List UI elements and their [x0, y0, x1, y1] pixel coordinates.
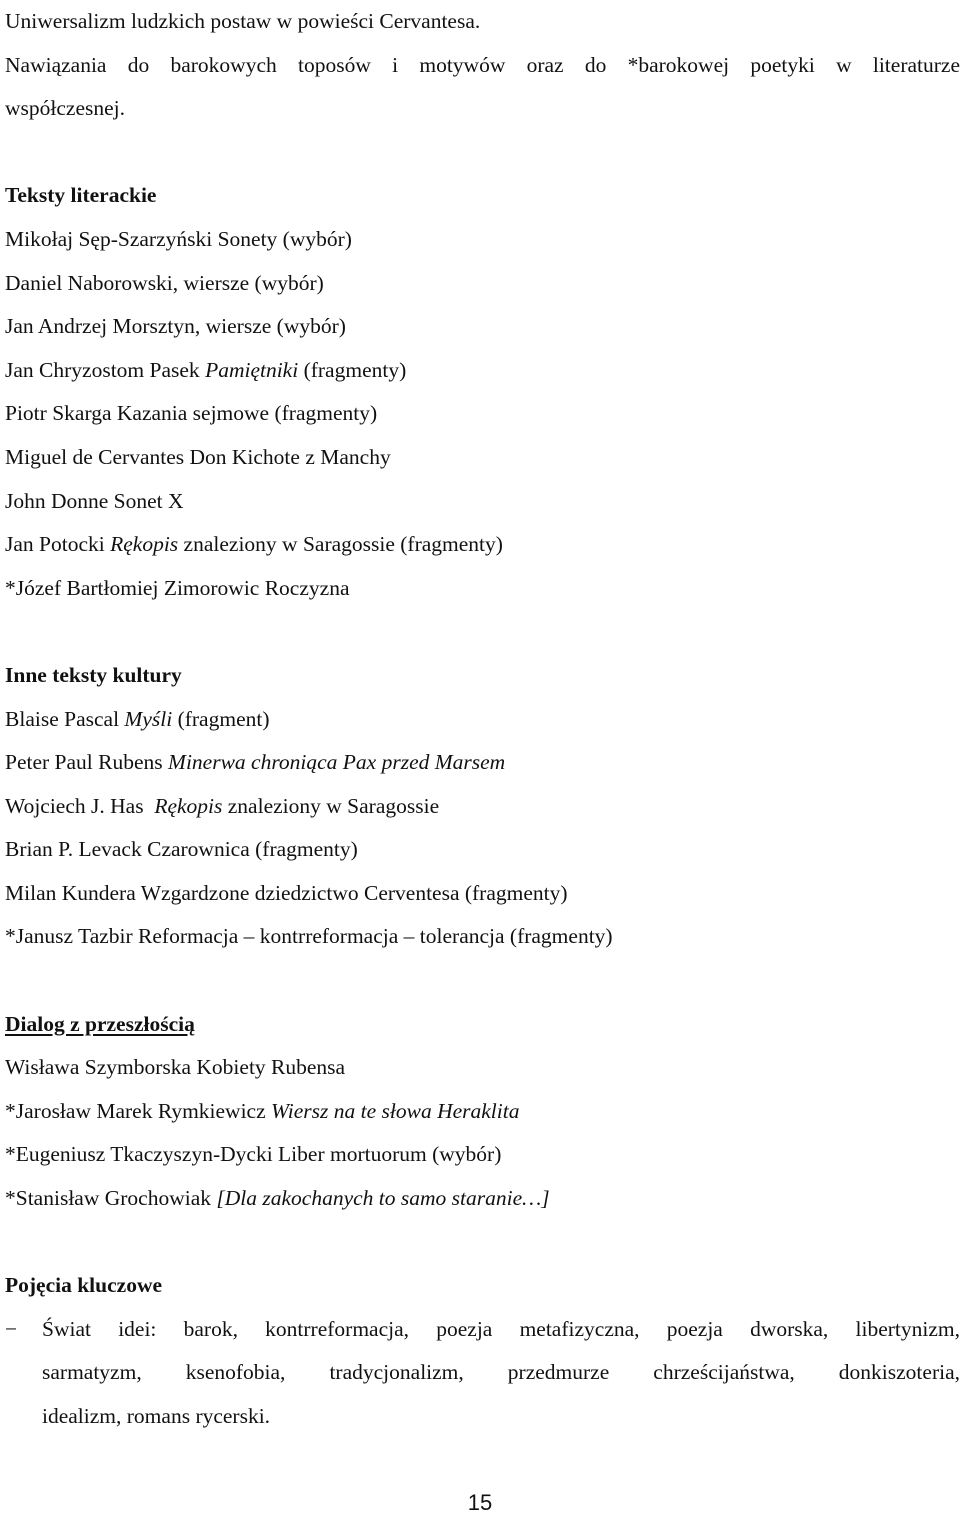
- intro-line-2: Nawiązania do barokowych toposów i motywów oraz do *barokowej poetyki w literaturze: [5, 52, 960, 77]
- item-text: Milan Kundera Wzgardzone dziedzictwo Cerventesa (fragmenty): [5, 880, 568, 905]
- item-text: Brian P. Levack Czarownica (fragmenty): [5, 837, 358, 862]
- list-item: [5, 1177, 960, 1221]
- item-text: Daniel Naborowski, wiersze (wybór): [5, 270, 324, 295]
- list-item: [5, 1090, 960, 1134]
- item-text: *Janusz Tazbir Reformacja – kontrreformacja – tolerancja (fragmenty): [5, 924, 613, 949]
- item-text: znaleziony w Saragossie: [222, 793, 440, 818]
- italic-title: Wiersz na te słowa Heraklita: [271, 1098, 520, 1123]
- list-item: [5, 872, 960, 916]
- item-text: (fragmenty): [298, 357, 407, 382]
- item-text: Wojciech J. Has: [5, 793, 155, 818]
- list-item: [5, 1046, 960, 1090]
- page-number: 15: [467, 1490, 493, 1515]
- italic-title: Pamiętniki: [205, 357, 299, 382]
- other-texts-list: [5, 698, 960, 960]
- intro-line-3: współczesnej.: [5, 96, 126, 121]
- key-concepts-line-1: Świat idei: barok, kontrreformacja, poezja metafizyczna, poezja dworska, libertynizm,: [42, 1316, 960, 1341]
- key-concepts-text: [42, 1308, 960, 1439]
- section-heading-key-concepts: Pojęcia kluczowe: [5, 1273, 163, 1298]
- item-text: *Eugeniusz Tkaczyszyn-Dycki Liber mortuorum (wybór): [5, 1142, 502, 1167]
- item-text: John Donne Sonet X: [5, 488, 184, 513]
- italic-title: [Dla zakochanych to samo staranie…]: [216, 1186, 550, 1211]
- intro-line-1: Uniwersalizm ludzkich postaw w powieści Cervantesa.: [5, 9, 481, 33]
- item-text: (fragment): [172, 706, 270, 731]
- literary-texts-list: [5, 218, 960, 610]
- list-item: [5, 915, 960, 959]
- section-heading-dialog: [5, 1003, 960, 1047]
- spacer: [5, 131, 960, 175]
- italic-title: Myśli: [124, 706, 173, 731]
- section-heading-literary-texts: Teksty literackie: [5, 183, 157, 208]
- dialog-list: [5, 1046, 960, 1220]
- list-item: [5, 436, 960, 480]
- item-text: Jan Potocki: [5, 532, 111, 557]
- italic-title: Rękopis: [154, 793, 223, 818]
- key-concepts-bullet: [5, 1308, 960, 1439]
- list-item: [5, 305, 960, 349]
- item-text: Miguel de Cervantes Don Kichote z Manchy: [5, 444, 391, 469]
- list-item: [5, 218, 960, 262]
- list-item: [5, 741, 960, 785]
- item-text: Mikołaj Sęp-Szarzyński Sonety (wybór): [5, 226, 352, 251]
- list-item: [5, 1133, 960, 1177]
- item-text: *Józef Bartłomiej Zimorowic Roczyzna: [5, 575, 350, 600]
- list-item: [5, 828, 960, 872]
- dash-bullet-icon: −: [5, 1316, 18, 1341]
- item-text: *Stanisław Grochowiak: [5, 1186, 217, 1211]
- item-text: Piotr Skarga Kazania sejmowe (fragmenty): [5, 401, 378, 426]
- italic-title: Minerwa chroniąca Pax przed Marsem: [168, 750, 506, 775]
- document-page: [5, 0, 960, 1439]
- key-concepts-line-3: idealizm, romans rycerski.: [42, 1404, 271, 1428]
- spacer: [5, 959, 960, 1003]
- section-heading-other-texts: Inne teksty kultury: [5, 662, 182, 687]
- item-text: znaleziony w Saragossie (fragmenty): [178, 532, 503, 557]
- spacer: [5, 1221, 960, 1265]
- spacer: [5, 610, 960, 654]
- item-text: Peter Paul Rubens: [5, 750, 169, 775]
- italic-title: Rękopis: [110, 532, 179, 557]
- item-text: *Jarosław Marek Rymkiewicz: [5, 1098, 272, 1123]
- dialog-heading-text: Dialog z przeszłością: [5, 1011, 195, 1036]
- item-text: Blaise Pascal: [5, 706, 125, 731]
- item-text: Jan Chryzostom Pasek: [5, 357, 206, 382]
- item-text: Wisława Szymborska Kobiety Rubensa: [5, 1055, 346, 1080]
- list-item: [5, 567, 960, 611]
- list-item: [5, 698, 960, 742]
- list-item: [5, 392, 960, 436]
- key-concepts-line-2: sarmatyzm, ksenofobia, tradycjonalizm, przedmurze chrześcijaństwa, donkiszoteria,: [42, 1360, 960, 1385]
- list-item: [5, 480, 960, 524]
- list-item: [5, 262, 960, 306]
- list-item: [5, 785, 960, 829]
- item-text: Jan Andrzej Morsztyn, wiersze (wybór): [5, 314, 346, 339]
- list-item: [5, 349, 960, 393]
- list-item: [5, 523, 960, 567]
